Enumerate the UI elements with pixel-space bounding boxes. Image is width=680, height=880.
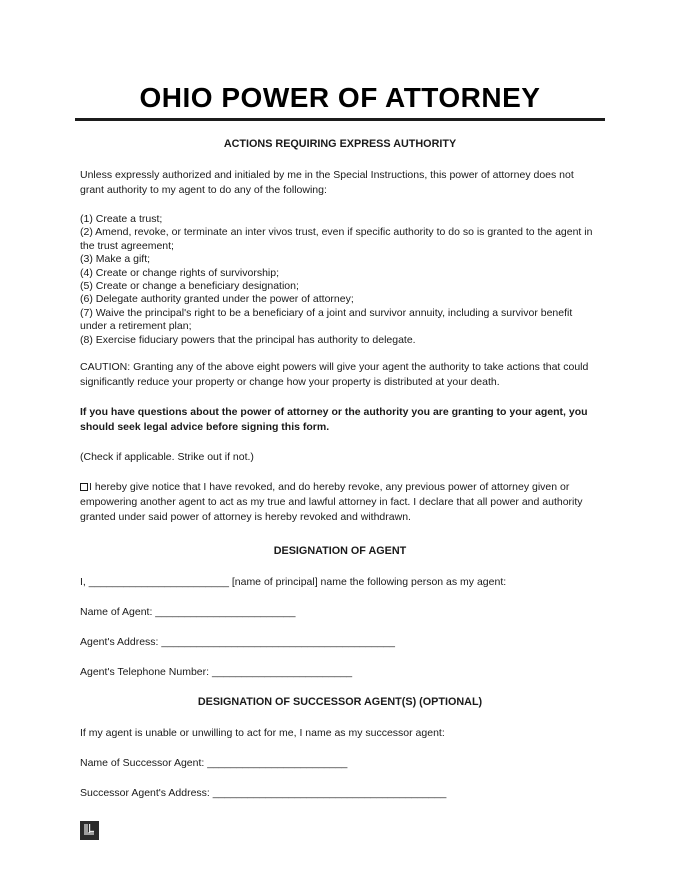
legal-templates-logo-icon bbox=[80, 821, 99, 840]
express-authority-intro: Unless expressly authorized and initialed by me in the Special Instructions, this power of attorney does not grant authority to my agent to do any of the following: bbox=[80, 169, 574, 196]
agent-phone-blank: ________________________ bbox=[209, 666, 353, 679]
agent-name-label: Name of Agent: bbox=[80, 606, 153, 619]
list-item: (1) Create a trust; bbox=[80, 213, 163, 225]
list-item: (3) Make a gift; bbox=[80, 253, 151, 266]
successor-address-label: Successor Agent's Address: bbox=[80, 787, 210, 800]
principal-suffix: [name of principal] name the following person as my agent: bbox=[231, 576, 507, 589]
agent-address-line bbox=[80, 635, 600, 649]
principal-name-line bbox=[80, 575, 600, 589]
legal-templates-logo bbox=[80, 821, 99, 840]
list-item: (8) Exercise fiduciary powers that the principal has authority to delegate. bbox=[80, 333, 416, 346]
check-instruction: (Check if applicable. Strike out if not.) bbox=[80, 451, 254, 464]
prohibited-actions-list bbox=[80, 213, 600, 347]
successor-address-line bbox=[80, 786, 600, 800]
section-heading-successor-agent: DESIGNATION OF SUCCESSOR AGENT(S) (OPTIONAL) bbox=[197, 696, 483, 709]
agent-name-line bbox=[80, 605, 600, 619]
revocation-clause bbox=[80, 480, 600, 525]
agent-phone-label: Agent's Telephone Number: bbox=[80, 666, 210, 679]
principal-name-blank: ________________________ bbox=[85, 576, 232, 589]
legal-advice-notice: If you have questions about the power of attorney or the authority you are granting to your agent, you should seek legal advice before signing this form. bbox=[80, 406, 588, 434]
agent-phone-line bbox=[80, 665, 600, 679]
section-heading-designation-of-agent: DESIGNATION OF AGENT bbox=[273, 545, 407, 558]
list-item: (5) Create or change a beneficiary designation; bbox=[80, 280, 299, 293]
list-item: (2) Amend, revoke, or terminate an inter vivos trust, even if specific authority to do so is granted to the agent in the trust agreement; bbox=[80, 226, 593, 252]
successor-address-blank: ________________________________________ bbox=[209, 787, 447, 800]
successor-name-line bbox=[80, 756, 600, 770]
caution-paragraph: CAUTION: Granting any of the above eight powers will give your agent the authority to take actions that could significantly reduce your property or change how your property is distributed at your death. bbox=[80, 361, 589, 389]
successor-name-blank: ________________________ bbox=[204, 757, 348, 770]
list-item: (6) Delegate authority granted under the power of attorney; bbox=[80, 293, 354, 306]
agent-name-blank: ________________________ bbox=[152, 606, 296, 619]
agent-address-label: Agent's Address: bbox=[80, 636, 159, 649]
document-title: OHIO POWER OF ATTORNEY bbox=[139, 82, 541, 113]
list-item: (4) Create or change rights of survivorship; bbox=[80, 266, 280, 279]
agent-address-blank: ________________________________________ bbox=[158, 636, 395, 649]
successor-name-label: Name of Successor Agent: bbox=[80, 757, 205, 770]
section-heading-express-authority: ACTIONS REQUIRING EXPRESS AUTHORITY bbox=[223, 138, 457, 150]
principal-prefix: I, bbox=[80, 576, 86, 589]
successor-intro: If my agent is unable or unwilling to act for me, I name as my successor agent: bbox=[80, 727, 445, 740]
list-item: (7) Waive the principal's right to be a beneficiary of a joint and survivor annuity, including a survivor benefit under a retirement plan; bbox=[80, 306, 573, 333]
revocation-clause-text: I hereby give notice that I have revoked, and do hereby revoke, any previous power of attorney given or empowering another agent to act as my true and lawful attorney in fact. I declare that all power and authority granted under said power of attorney is hereby revoked and withdrawn. bbox=[80, 481, 583, 524]
document-body bbox=[0, 121, 680, 800]
revocation-checkbox-icon[interactable] bbox=[80, 483, 88, 491]
